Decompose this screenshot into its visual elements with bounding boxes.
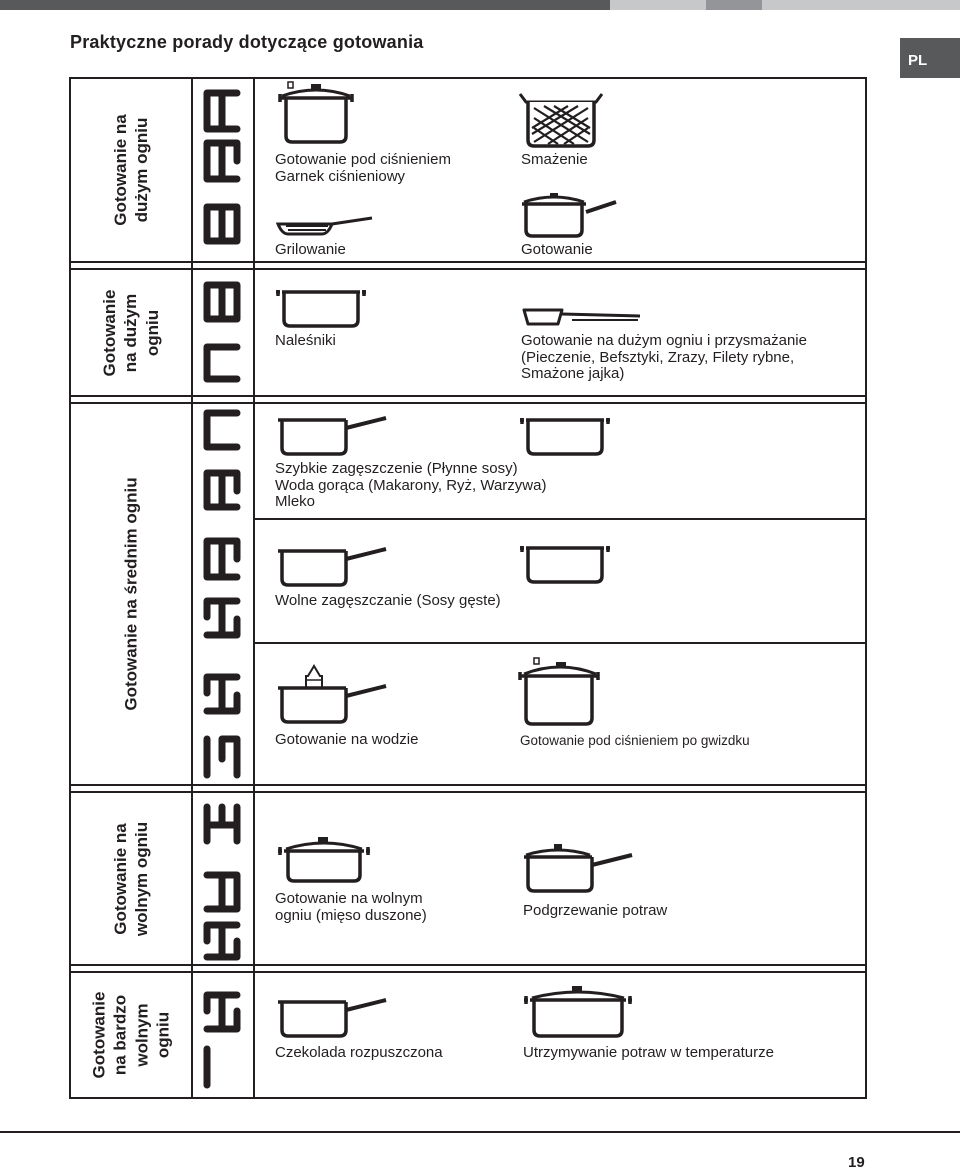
pressure-cooker-icon (278, 80, 354, 146)
grill-pan-icon (276, 214, 374, 238)
zone-high-heat-2 (70, 270, 192, 395)
deep-fryer-basket-icon (518, 92, 604, 150)
digit-6 (207, 541, 237, 577)
page-title: Praktyczne porady dotyczące gotowania (70, 32, 424, 52)
zone-very-low-heat (70, 973, 192, 1097)
saucepan-icon (276, 412, 388, 456)
zone-low-heat (70, 793, 192, 964)
digit-4 (207, 807, 237, 841)
item-label: Gotowanie na dużym ogniu i przysmażanie (Pieczenie, Befsztyki, Zrazy, Filety rybne, Smażone jajka) (521, 332, 807, 382)
digit-7 (207, 413, 237, 447)
pot-icon (520, 546, 612, 584)
language-badge: PL (900, 38, 960, 78)
pot-icon (276, 290, 368, 328)
page-number: 19 (848, 1154, 865, 1171)
covered-pot-icon (278, 835, 370, 885)
saucepan-with-lid-icon (520, 192, 620, 240)
item-label: Grilowanie (275, 241, 346, 258)
pot-icon (520, 418, 612, 456)
digit-8 (207, 207, 237, 241)
digit-6 (207, 473, 237, 507)
digit-2 (207, 925, 237, 957)
saucepan-icon (276, 994, 388, 1038)
frying-pan-icon (522, 304, 642, 328)
covered-saucepan-icon (522, 843, 634, 895)
item-label: Gotowanie pod ciśnieniem Garnek ciśnieniowy (275, 151, 451, 185)
item-label: Gotowanie na wolnym ogniu (mięso duszone) (275, 890, 427, 924)
zone-label: Gotowanie na bardzo wolnym ogniu (89, 991, 173, 1079)
top-decorative-bar (0, 0, 960, 10)
item-label: Podgrzewanie potraw (523, 902, 668, 919)
item-label: Naleśniki (275, 332, 336, 349)
zone-label: Gotowanie na dużym ogniu (100, 289, 162, 376)
pressure-cooker-icon (518, 656, 602, 728)
covered-pot-icon (522, 984, 634, 1040)
zone-label: Gotowanie na dużym ogniu (110, 114, 151, 226)
digit-3 (207, 875, 237, 909)
item-label: Wolne zagęszczanie (Sosy gęste) (275, 592, 501, 609)
item-label: Gotowanie (521, 241, 593, 258)
item-label: Gotowanie pod ciśnieniem po gwizdku (520, 733, 750, 748)
digit-7 (207, 347, 237, 379)
digit-b (207, 93, 237, 129)
digit-8 (207, 285, 237, 319)
zone-high-heat-1 (70, 79, 192, 261)
digit-5 (207, 677, 237, 711)
zone-label: Gotowanie na średnim ogniu (121, 477, 141, 711)
saucepan-icon (276, 543, 388, 587)
digit-5 (207, 601, 237, 635)
item-label: Gotowanie na wodzie (275, 731, 419, 748)
heat-level-digits (193, 79, 253, 1097)
item-label: Szybkie zagęszczenie (Płynne sosy) Woda gorąca (Makarony, Ryż, Warzywa) Mleko (275, 460, 547, 510)
item-label: Utrzymywanie potraw w temperaturze (523, 1044, 774, 1061)
digit-9 (207, 143, 237, 179)
item-label: Smażenie (521, 151, 588, 168)
digit-2 (207, 995, 237, 1029)
footer-divider (0, 1131, 960, 1133)
saucepan-with-valve-icon (276, 662, 388, 726)
zone-label: Gotowanie na wolnym ogniu (110, 821, 151, 936)
item-label: Czekolada rozpuszczona (275, 1044, 443, 1061)
zone-medium-heat (70, 404, 192, 784)
digit-4 (207, 739, 237, 775)
